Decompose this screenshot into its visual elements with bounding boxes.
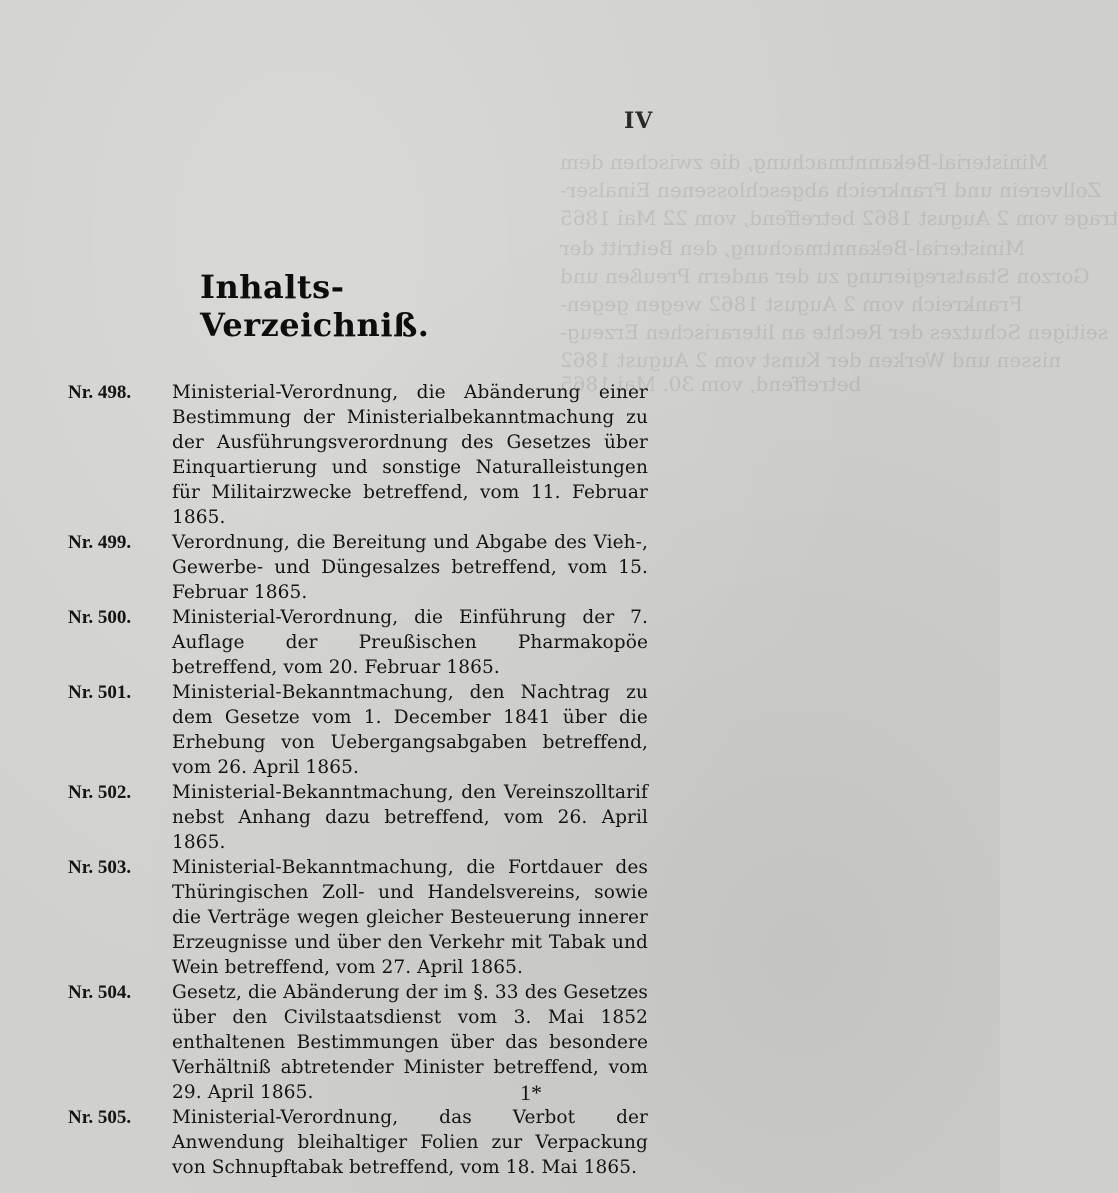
entry-text: Gesetz, die Abänderung der im §. 33 des Gesetzes über den Civilstaatsdienst vom 3. Mai 1852 enthaltenen Bestimmungen über das besondere Verhältniß abtretender Minister betreffend, vom 29. April 1865. bbox=[172, 982, 648, 1103]
entry-text: Ministerial-Bekanntmachung, die Fortdauer des Thüringischen Zoll- und Handelsvereins, sowie die Verträge wegen gleicher Besteuerung innerer Erzeugnisse und über den Verkehr mit Tabak und Wein betreffend, vom 27. April 1865. bbox=[172, 857, 648, 978]
list-item bbox=[68, 380, 648, 530]
entry-number: Nr. 505. bbox=[68, 1107, 132, 1128]
entry-number: Nr. 498. bbox=[68, 382, 132, 403]
entry-number: Nr. 504. bbox=[68, 982, 132, 1003]
entry-text: Ministerial-Verordnung, die Abänderung einer Bestimmung der Ministerialbekanntmachung zu der Ausführungsverordnung des Gesetzes über Einquartierung und sonstige Naturalleistungen für Militairzwecke betreffend, vom 11. Februar 1865. bbox=[172, 382, 648, 528]
bleed-through-text: Ministerial-Bekanntmachung, die zwischen dem Zollverein und Frankreich abgeschlossenen Einalser- trage vom 2 August 1862 betreffend, vom 22 Mai 1865 Ministerial-Bekanntmachung, den Beitritt der Gorzon Staatsregierung zu der andern Preußen und Frankreich vom 2 August 1862 wegen gegen- seitigen Schutzes der Rechte an literarischen Erzeug- nissen und Werken der Kunst vom 2 August 1862 betreffend, vom 30. Mai 1865 bbox=[560, 150, 1118, 396]
entry-number: Nr. 500. bbox=[68, 607, 132, 628]
list-item bbox=[68, 855, 648, 980]
entry-text: Verordnung, die Bereitung und Abgabe des Vieh-, Gewerbe- und Düngesalzes betreffend, vom 15. Februar 1865. bbox=[172, 532, 648, 603]
entry-text: Ministerial-Verordnung, die Einführung der 7. Auflage der Preußischen Pharmakopöe betreffend, vom 20. Februar 1865. bbox=[172, 607, 648, 678]
entry-number: Nr. 502. bbox=[68, 782, 132, 803]
table-of-contents bbox=[68, 380, 648, 1180]
page-title: Inhalts-Verzeichniß. bbox=[200, 268, 430, 344]
list-item bbox=[68, 680, 648, 780]
entry-text: Ministerial-Bekanntmachung, den Vereinszolltarif nebst Anhang dazu betreffend, vom 26. April 1865. bbox=[172, 782, 648, 853]
entry-number: Nr. 503. bbox=[68, 857, 132, 878]
entry-number: Nr. 501. bbox=[68, 682, 132, 703]
page-number: IV bbox=[624, 108, 654, 134]
list-item bbox=[68, 530, 648, 605]
list-item bbox=[68, 605, 648, 680]
entry-number: Nr. 499. bbox=[68, 532, 132, 553]
signature-mark: 1* bbox=[520, 1080, 542, 1105]
entry-text: Ministerial-Verordnung, das Verbot der Anwendung bleihaltiger Folien zur Verpackung von Schnupftabak betreffend, vom 18. Mai 1865. bbox=[172, 1107, 648, 1178]
entry-text: Ministerial-Bekanntmachung, den Nachtrag zu dem Gesetze vom 1. December 1841 über die Erhebung von Uebergangsabgaben betreffend, vom 26. April 1865. bbox=[172, 682, 648, 778]
list-item bbox=[68, 780, 648, 855]
list-item bbox=[68, 980, 648, 1105]
list-item bbox=[68, 1105, 648, 1180]
